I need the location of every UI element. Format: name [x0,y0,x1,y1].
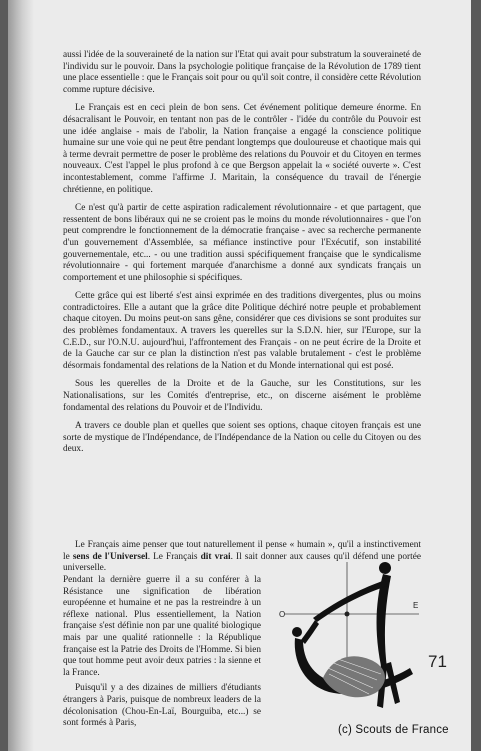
main-text-block [63,50,421,463]
paragraph-3: Ce n'est qu'à partir de cette aspiration radicalement révolutionnaire - et que partagent, que ressentent de bons libéraux qui ne se croient pas le moins du monde révolutionnaires - que l'on peut comprendre le fonctionnement de la démocratie française - avec sa recherche permanente d'un gouvernement d'Assemblée, sa méfiance instinctive pour l'Exécutif, son instabilité gouvernementale, etc... - ou une tradition aussi spécifiquement française que le syndicalisme révolutionnaire - qui fortement marquée d'anarchisme a donné aux syndicats français un comportement et une philosophie si spécifiques. [63,203,421,283]
page-number: 71 [428,652,447,671]
paragraph-etudiants: Puisqu'il y a des dizaines de milliers d'étudiants étrangers à Paris, puisque de nombreux leaders de la décolonisation (Chou-En-Laï, Bourguiba, etc...) se sont formés à Paris, [63,683,261,729]
paragraph-resistance: Pendant la dernière guerre il a su conférer à la Résistance une signification de libération européenne et humaine et ne pas la restreindre à un réflexe national. Plus essentiellement, la Nation française s'est définie non par une qualité biologique mais par une qualité rationnelle : la République française est la Patrie des Droits de l'Homme. Si bien que tout homme peut avoir deux patries : la sienne et la France. [63,575,261,678]
compass-west-label: O [279,610,286,619]
copyright-credit: (c) Scouts de France [338,724,449,736]
intro-bold-dit-vrai: dit vrai [200,551,231,562]
two-figures-reaching-illustration [273,556,428,728]
intro-text-1: Le Français aime penser que tout naturellement il pense « humain », qu'il a instinctivement le [63,540,421,562]
paragraph-5: Sous les querelles de la Droite et de la Gauche, sur les Constitutions, sur les Nationalisations, sur les Comités d'entreprise, etc., on discerne aisément le problème fondamental des relations du Pouvoir et de l'Individu. [63,379,421,413]
left-column-text [63,575,261,734]
paragraph-6: A travers ce double plan et quelles que soient ses options, chaque citoyen français est une sorte de mystique de l'Indépendance, de l'Indépendance de la Nation ou celle du Citoyen ou des deux. [63,421,421,455]
paragraph-1: aussi l'idée de la souveraineté de la nation sur l'Etat qui avait pour substratum la souveraineté de l'individu sur le pouvoir. Dans la psychologie politique française de la Révolution de 1789 tient une place essentielle : que le Français soit pour ou qu'il soit contre, il considère cette Révolution comme rupture décisive. [63,50,421,95]
intro-text-2: . Le Français [147,551,201,562]
document-page [8,0,471,751]
intro-bold-universel: sens de l'Universel [72,551,148,562]
book-gutter-shadow [8,0,34,751]
paragraph-2: Le Français est en ceci plein de bon sens. Cet événement politique demeure énorme. En désacralisant le Pouvoir, en tentant non pas de le contrôler - l'idée du contrôle du Pouvoir est une idée anglaise - mais de l'abolir, la Nation française a engagé la conscience politique humaine sur une voie qui ne peut être pendant longtemps que douloureuse et chaotique mais qui à terme devrait permettre de poser le problème des relations du Pouvoir et du Citoyen en termes nouveaux. C'est l'appel le plus profond à ce que Bergson appelait la « société ouverte ». C'est incontestablement, comme l'affirme J. Maritain, la conséquence du travail de l'énergie chrétienne, en politique. [63,103,421,195]
paragraph-4: Cette grâce qui est liberté s'est ainsi exprimée en des traditions divergentes, plus ou moins contradictoires. Elle a autant que la grâce dite Politique déchiré notre peuple et probablement chaque citoyen. Du moins peut-on sans gêne, considérer que ces divisions se sont produites sur des problèmes fondamentaux. A travers les querelles sur la S.D.N. hier, sur l'Europe, sur la C.E.D., sur l'O.N.U. aujourd'hui, l'affrontement des Français - on ne peut écrire de la Droite et de la Gauche car sur ce plan la distinction n'est pas valable brutalement - c'est le problème désormais fondamental des relations de la Nation et du Monde international qui est posé. [63,291,421,371]
compass-east-label: E [413,601,419,610]
intro-text-3: . Il sait donner aux causes qu'il défend une portée universelle. [63,551,421,574]
